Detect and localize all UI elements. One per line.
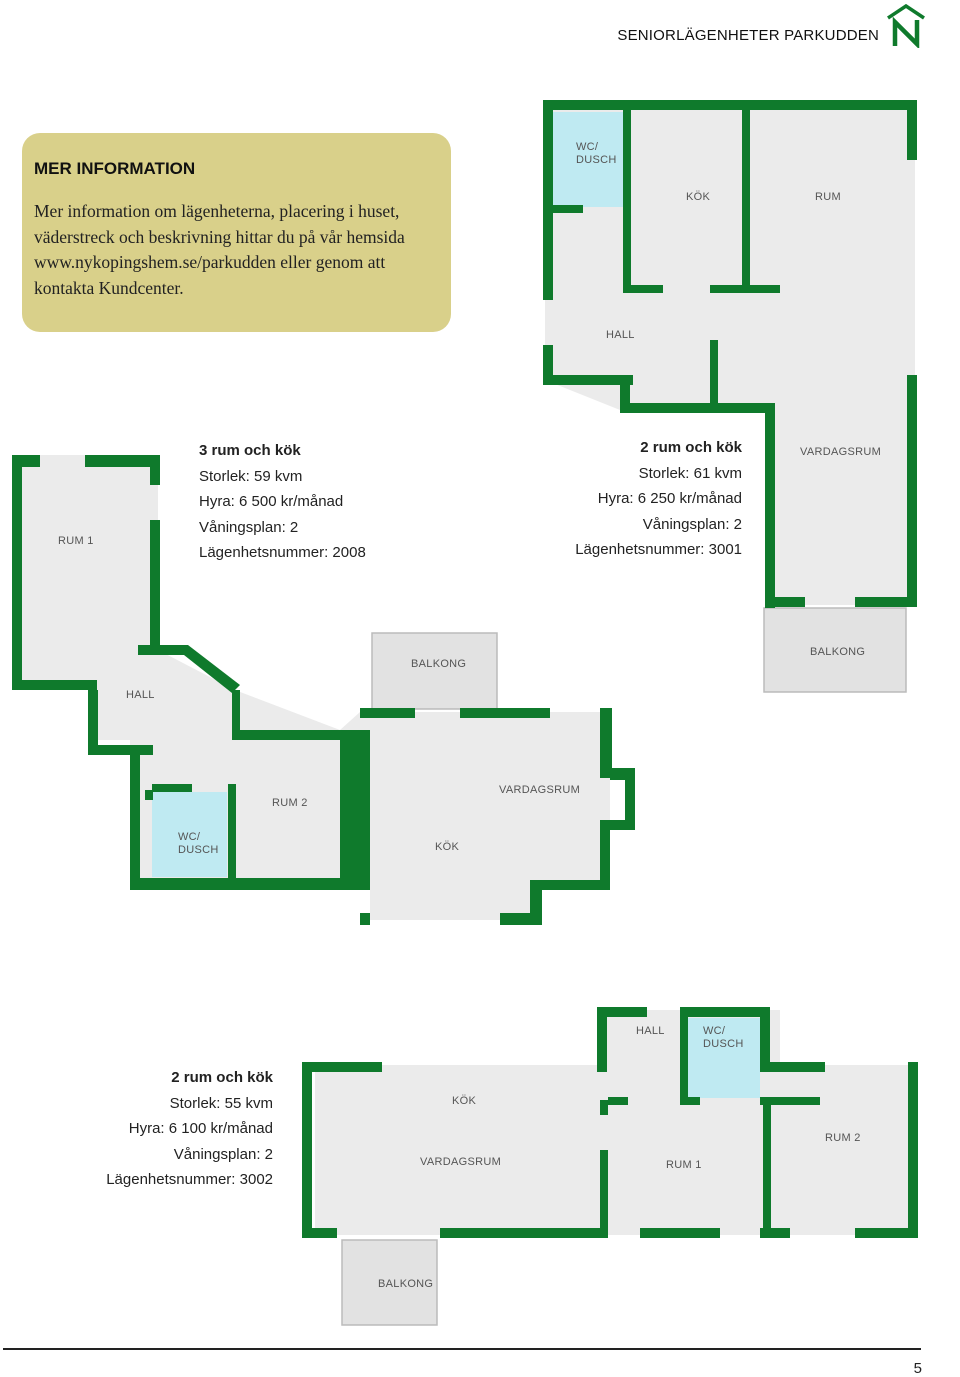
room-label: KÖK — [452, 1095, 477, 1107]
room-label: BALKONG — [411, 658, 467, 670]
apartment-rent: Hyra: 6 100 kr/månad — [128, 1120, 273, 1138]
room-label: RUM — [815, 191, 841, 203]
room-label: VARDAGSRUM — [800, 446, 882, 458]
room-label: RUM 1 — [58, 535, 94, 547]
room-label: KÖK — [435, 841, 460, 853]
room-label: BALKONG — [810, 646, 866, 658]
room-label: WC/ — [576, 141, 599, 153]
apartment-info-3001 — [575, 435, 742, 563]
room-label: BALKONG — [378, 1278, 434, 1290]
room-label: RUM 2 — [825, 1132, 861, 1144]
room-label: VARDAGSRUM — [420, 1156, 502, 1168]
apartment-rent: Hyra: 6 250 kr/månad — [597, 490, 742, 508]
info-line: www.nykopingshem.se/parkudden eller genom att — [34, 252, 386, 272]
apartment-size: Storlek: 59 kvm — [199, 467, 303, 485]
apartment-size: Storlek: 61 kvm — [638, 464, 742, 482]
info-line: Mer information om lägenheterna, placering i huset, — [34, 201, 400, 221]
apartment-number: Lägenhetsnummer: 3001 — [575, 541, 742, 559]
apartment-floor: Våningsplan: 2 — [173, 1145, 273, 1163]
apartment-title: 2 rum och kök — [171, 1069, 273, 1086]
info-line: kontakta Kundcenter. — [34, 277, 184, 298]
apartment-rent: Hyra: 6 500 kr/månad — [199, 493, 344, 511]
room-label: DUSCH — [703, 1038, 744, 1050]
apartment-title: 3 rum och kök — [199, 442, 301, 459]
info-line: väderstreck och beskrivning hittar du på vår hemsida — [34, 226, 405, 247]
apartment-number: Lägenhetsnummer: 3002 — [106, 1171, 273, 1189]
apartment-floor: Våningsplan: 2 — [642, 515, 742, 533]
apartment-info-3002 — [106, 1065, 273, 1193]
room-label: KÖK — [686, 191, 711, 203]
page-header-title: SENIORLÄGENHETER PARKUDDEN — [617, 27, 879, 44]
info-title: MER INFORMATION — [34, 159, 196, 178]
room-label: HALL — [606, 329, 635, 341]
floor-plan-3001 — [543, 100, 917, 692]
room-label: VARDAGSRUM — [499, 784, 581, 796]
apartment-info-2008 — [199, 438, 366, 566]
room-label: HALL — [126, 689, 155, 701]
footer-divider — [3, 1348, 921, 1350]
room-label: WC/ — [703, 1025, 726, 1037]
balcony — [372, 633, 497, 709]
room-label: RUM 2 — [272, 797, 308, 809]
apartment-floor: Våningsplan: 2 — [199, 518, 299, 536]
room-label: HALL — [636, 1025, 665, 1037]
room-label: DUSCH — [178, 844, 219, 856]
apartment-size: Storlek: 55 kvm — [169, 1094, 273, 1112]
room-label: WC/ — [178, 831, 201, 843]
apartment-number: Lägenhetsnummer: 2008 — [199, 544, 366, 562]
room-label: RUM 1 — [666, 1159, 702, 1171]
page-number: 5 — [913, 1360, 922, 1377]
room-label: DUSCH — [576, 154, 617, 166]
apartment-title: 2 rum och kök — [640, 439, 742, 456]
floor-plan-3002 — [302, 1007, 918, 1325]
plan-floor — [315, 1010, 915, 1235]
